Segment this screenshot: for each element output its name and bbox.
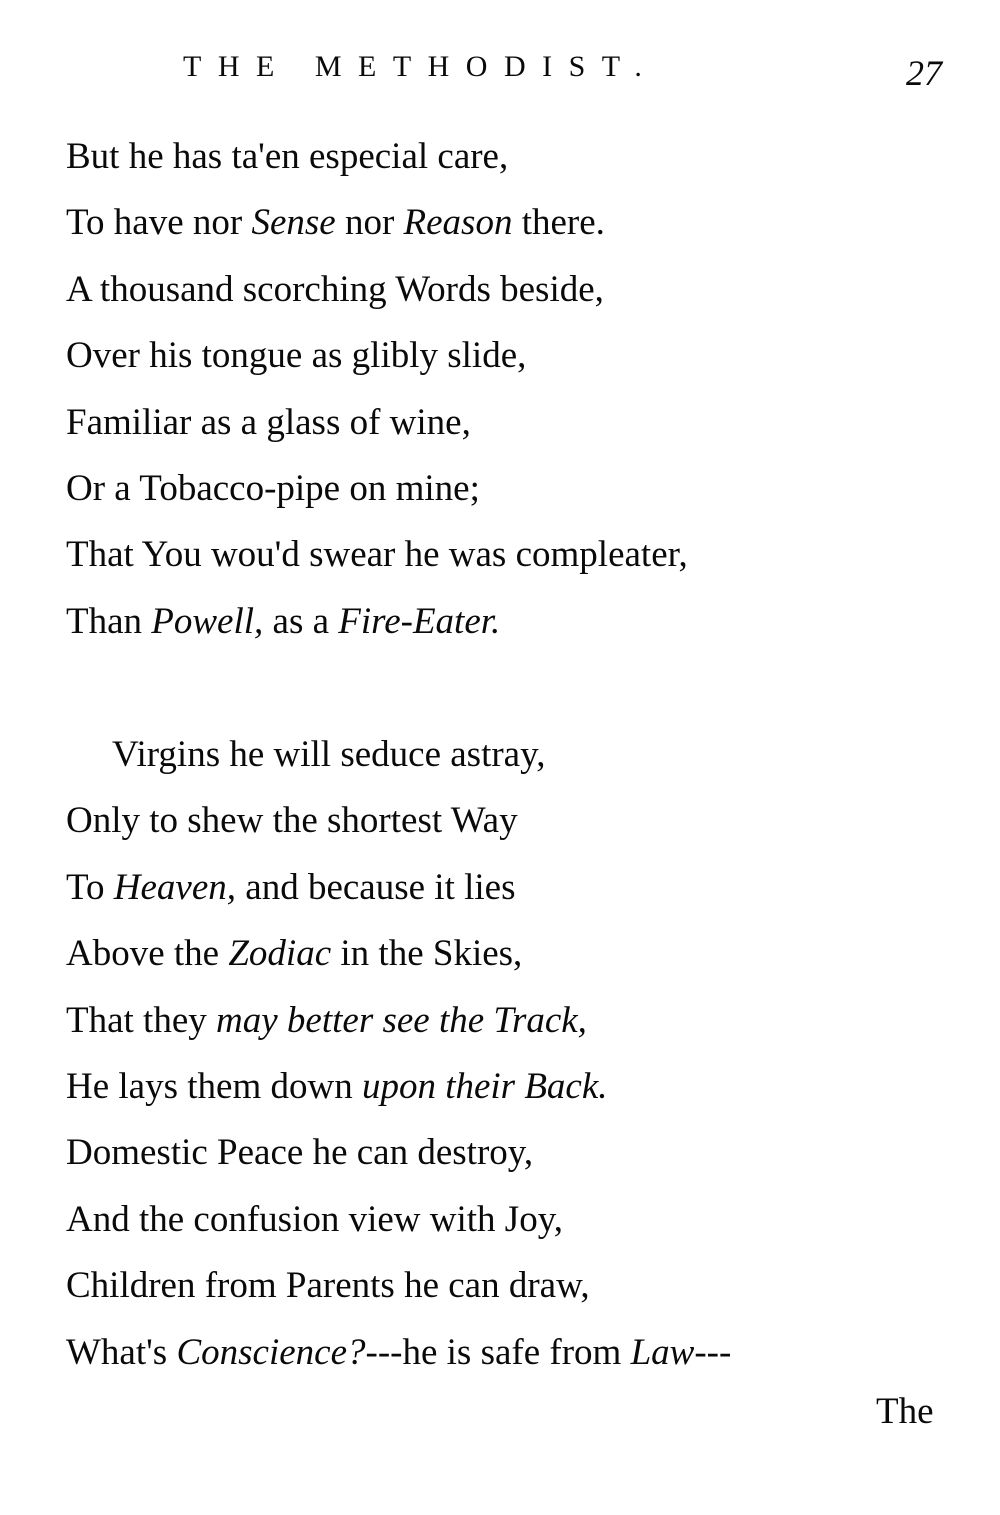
verse-italic-text: Powell,	[151, 600, 264, 642]
verse-line	[66, 595, 966, 661]
verse-text: A thousand scorching Words beside,	[66, 268, 604, 310]
verse-italic-text: Zodiac	[228, 933, 332, 975]
verse-line	[66, 994, 966, 1060]
verse-text: But he has ta'en especial care,	[66, 136, 509, 177]
verse-italic-text: upon their Back.	[361, 1065, 608, 1107]
verse-text: Above the	[66, 933, 229, 975]
verse-text: ---he is safe from	[365, 1331, 631, 1373]
verse-line	[66, 329, 966, 395]
verse-line	[66, 462, 966, 528]
verse-italic-text: Fire-Eater.	[338, 600, 501, 642]
verse-text: nor	[335, 202, 404, 244]
verse-text: Or a Tobacco-pipe on mine;	[66, 467, 480, 509]
page-number: 27	[906, 53, 942, 93]
verse-text: Than	[66, 600, 152, 642]
verse-italic-text: Heaven,	[113, 866, 237, 908]
verse-text: Over his tongue as glibly slide,	[66, 335, 527, 377]
stanza-2	[66, 728, 966, 1392]
verse-text: and because it lies	[236, 866, 516, 908]
verse-line	[66, 728, 966, 794]
verse-line	[66, 1193, 966, 1259]
verse-text: Only to shew the shortest Way	[66, 800, 518, 842]
verse-text: in the Skies,	[331, 933, 523, 975]
verse-text: To have nor	[66, 202, 252, 244]
verse-text: He lays them down	[66, 1065, 362, 1107]
verse-line	[66, 528, 966, 594]
verse-line	[66, 1060, 966, 1126]
verse-text: Virgins he will seduce astray,	[112, 734, 546, 775]
verse-line	[66, 794, 966, 860]
verse-line	[66, 1259, 966, 1325]
verse-text: ---	[694, 1331, 732, 1373]
verse-line	[66, 1126, 966, 1192]
verse-text: Familiar as a glass of wine,	[66, 401, 471, 443]
verse-italic-text: Sense	[251, 202, 336, 244]
verse-line	[66, 263, 966, 329]
verse-text: Domestic Peace he can destroy,	[66, 1132, 534, 1174]
verse-italic-text: Reason	[403, 202, 513, 244]
verse-text: What's	[66, 1331, 177, 1373]
verse-text: there.	[512, 202, 605, 244]
verse-line	[66, 396, 966, 462]
verse-text: And the confusion view with Joy,	[66, 1198, 564, 1240]
verse-text: To	[66, 866, 114, 908]
verse-text: Children from Parents he can draw,	[66, 1265, 590, 1307]
verse-text: as a	[263, 600, 339, 642]
verse-line	[66, 196, 966, 262]
verse-italic-text: Conscience?	[176, 1331, 366, 1373]
stanza-1	[66, 130, 966, 661]
verse-line	[66, 927, 966, 993]
running-head	[0, 50, 1000, 94]
verse-text: That they	[66, 999, 217, 1041]
verse-text: That You wou'd swear he was compleater,	[66, 534, 688, 576]
verse-line	[66, 861, 966, 927]
verse-line	[66, 130, 966, 196]
verse-italic-text: may better see the Track,	[216, 999, 587, 1041]
catchword: The	[876, 1391, 934, 1432]
verse-line	[66, 1326, 966, 1392]
verse-italic-text: Law	[630, 1331, 695, 1373]
running-title: THE METHODIST.	[183, 50, 659, 83]
